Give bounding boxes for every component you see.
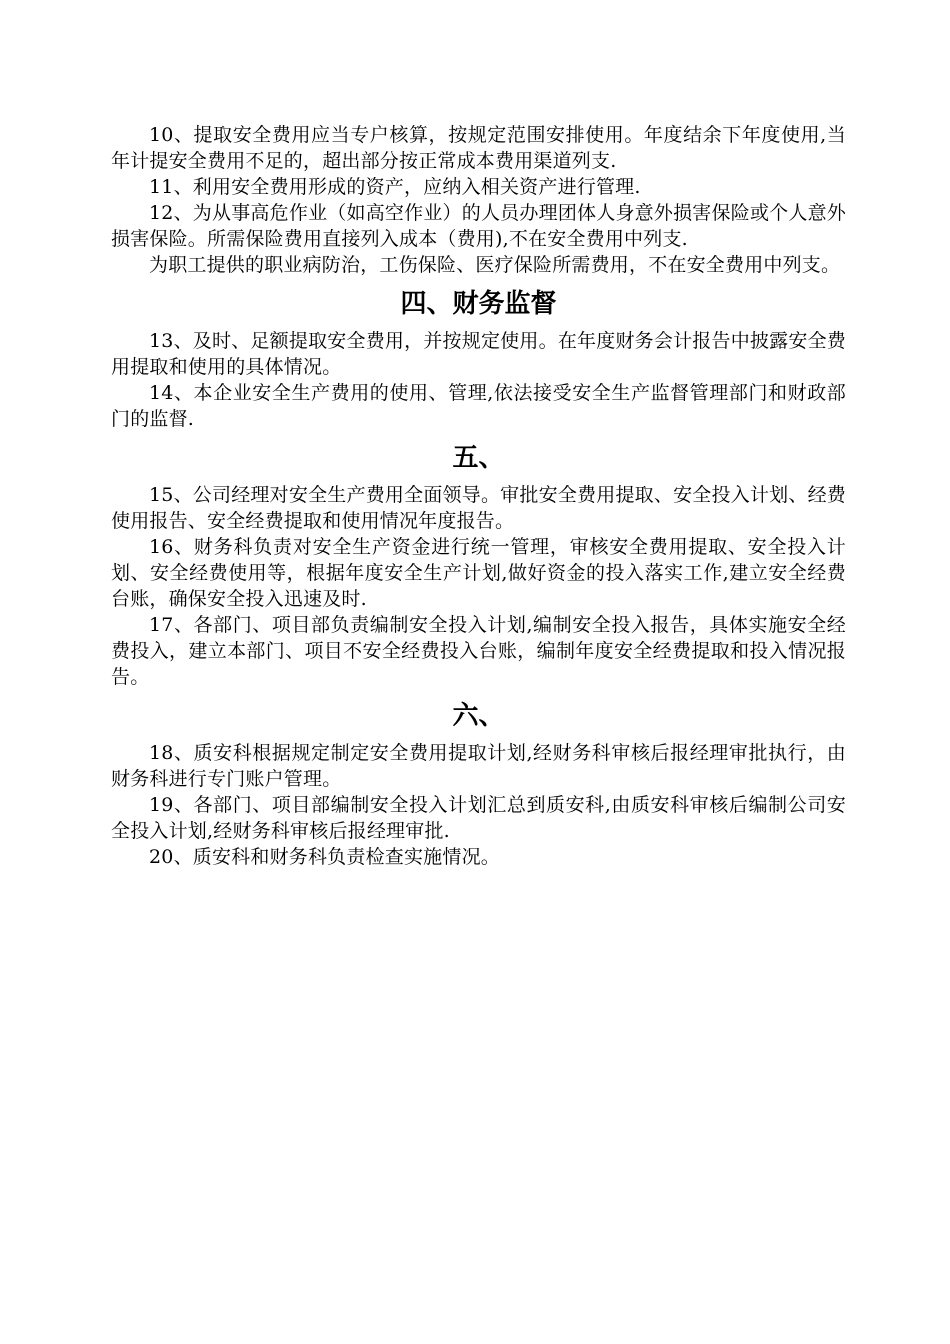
section-heading-five: 五、 xyxy=(452,443,505,473)
paragraph-15: 15、公司经理对安全生产费用全面领导。审批安全费用提取、安全投入计划、经费使用报告、安全经费提取和使用情况年度报告。 xyxy=(111,484,846,532)
paragraph-17: 17、各部门、项目部负责编制安全投入计划,编制安全投入报告，具体实施安全经费投入，建立本部门、项目不安全经费投入台账，编制年度安全经费提取和投入情况报告。 xyxy=(111,614,846,688)
paragraph-18: 18、质安科根据规定制定安全费用提取计划,经财务科审核后报经理审批执行，由财务科进行专门账户管理。 xyxy=(111,742,846,790)
paragraph-13: 13、及时、足额提取安全费用，并按规定使用。在年度财务会计报告中披露安全费用提取和使用的具体情况。 xyxy=(111,330,846,378)
paragraph-occupational: 为职工提供的职业病防治，工伤保险、医疗保险所需费用，不在安全费用中列支。 xyxy=(149,254,841,276)
document-page xyxy=(111,122,846,870)
paragraph-20: 20、质安科和财务科负责检查实施情况。 xyxy=(149,846,500,868)
paragraph-14: 14、本企业安全生产费用的使用、管理,依法接受安全生产监督管理部门和财政部门的监督. xyxy=(111,382,846,430)
section-heading-financial-supervision: 四、财务监督 xyxy=(400,289,557,319)
paragraph-16: 16、财务科负责对安全生产资金进行统一管理，审核安全费用提取、安全投入计划、安全经费使用等，根据年度安全生产计划,做好资金的投入落实工作,建立安全经费台账，确保安全投入迅速及时. xyxy=(111,536,846,610)
paragraph-10: 10、提取安全费用应当专户核算，按规定范围安排使用。年度结余下年度使用,当年计提安全费用不足的，超出部分按正常成本费用渠道列支. xyxy=(111,124,846,172)
paragraph-12: 12、为从事高危作业（如高空作业）的人员办理团体人身意外损害保险或个人意外损害保险。所需保险费用直接列入成本（费用),不在安全费用中列支. xyxy=(111,202,846,250)
section-heading-six: 六、 xyxy=(452,701,505,731)
paragraph-11: 11、利用安全费用形成的资产，应纳入相关资产进行管理. xyxy=(149,176,641,198)
paragraph-19: 19、各部门、项目部编制安全投入计划汇总到质安科,由质安科审核后编制公司安全投入计划,经财务科审核后报经理审批. xyxy=(111,794,846,842)
